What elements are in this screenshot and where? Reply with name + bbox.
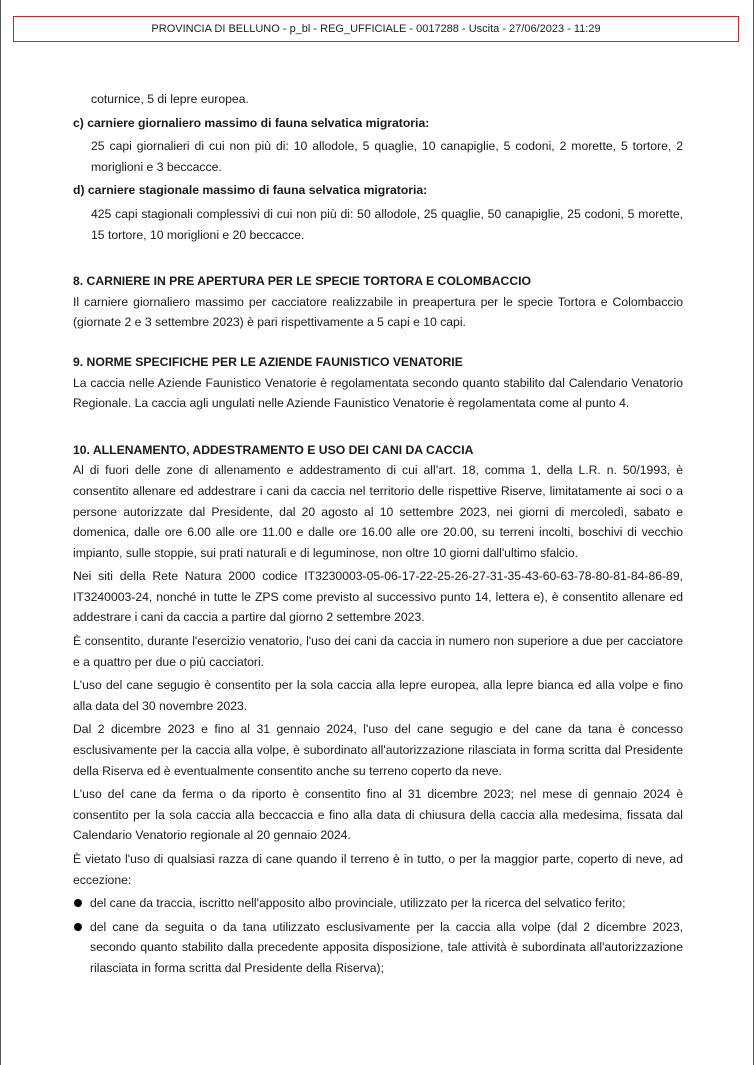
bullet-icon [74, 923, 82, 931]
item-c-heading: c) carniere giornaliero massimo di fauna selvatica migratoria: [73, 115, 430, 130]
list-item [73, 893, 683, 914]
section-10-paragraph: Nei siti della Rete Natura 2000 codice IT3230003-05-06-17-22-25-26-27-31-35-43-60-63-78-80-81-84-86-89, IT3240003-24, nonché in tutte le ZPS come previsto al successivo punto 14, lettera e), è consentito allenare ed addestrare i cani da caccia a partire dal giorno 2 settembre 2023. [73, 569, 683, 625]
section-9-text: La caccia nelle Aziende Faunistico Venatorie è regolamentata secondo quanto stabilito dal Calendario Venatorio Regionale. La caccia agli ungulati nelle Aziende Faunistico Venatorie è regolamentata come al punto 4. [73, 375, 683, 411]
section-10-paragraph: È vietato l'uso di qualsiasi razza di cane quando il terreno è in tutto, o per la maggior parte, coperto di neve, ad eccezione: [73, 852, 683, 887]
protocol-stamp: PROVINCIA DI BELLUNO - p_bl - REG_UFFICIALE - 0017288 - Uscita - 27/06/2023 - 11:29 [13, 16, 739, 42]
document-body [73, 89, 683, 982]
list-item-text: del cane da seguita o da tana utilizzato esclusivamente per la caccia alla volpe (dal 2 dicembre 2023, secondo quanto stabilito dalla precedente apposita disposizione, tale attività è subordinata all'autorizzazione rilasciata in forma scritta dal Presidente della Riserva); [90, 919, 683, 975]
section-10-paragraph: L'uso del cane da ferma o da riporto è consentito fino al 31 dicembre 2023; nel mese di gennaio 2024 è consentito per la sola caccia alla beccaccia e fino alla data di chiusura della caccia alla medesima, fissata dal Calendario Venatorio regionale al 20 gennaio 2024. [73, 787, 683, 843]
exception-list [73, 893, 683, 978]
bullet-icon [74, 899, 82, 907]
section-9-title: 9. NORME SPECIFICHE PER LE AZIENDE FAUNISTICO VENATORIE [73, 354, 463, 369]
item-d-heading: d) carniere stagionale massimo di fauna selvatica migratoria: [73, 183, 428, 198]
section-8-text: Il carniere giornaliero massimo per cacciatore realizzabile in preapertura per le specie Tortora e Colombaccio (giornate 2 e 3 settembre 2023) è pari rispettivamente a 5 capi e 10 capi. [73, 294, 683, 330]
list-item [73, 917, 683, 979]
section-10-title: 10. ALLENAMENTO, ADDESTRAMENTO E USO DEI CANI DA CACCIA [73, 442, 474, 457]
list-item-text: del cane da traccia, iscritto nell'apposito albo provinciale, utilizzato per la ricerca del selvatico ferito; [90, 896, 626, 911]
item-c-text: 25 capi giornalieri di cui non più di: 10 allodole, 5 quaglie, 10 canapiglie, 5 codoni, 2 morette, 5 tortore, 2 moriglioni e 3 beccacce. [91, 139, 683, 174]
section-10-paragraph: È consentito, durante l'esercizio venatorio, l'uso dei cani da caccia in numero non superiore a due per cacciatore e a quattro per due o più cacciatori. [73, 634, 683, 669]
section-10-paragraph: L'uso del cane segugio è consentito per la sola caccia alla lepre europea, alla lepre bianca ed alla volpe e fino alla data del 30 novembre 2023. [73, 678, 683, 713]
section-8-title: 8. CARNIERE IN PRE APERTURA PER LE SPECIE TORTORA E COLOMBACCIO [73, 274, 531, 289]
section-10-paragraph: Al di fuori delle zone di allenamento e addestramento di cui all’art. 18, comma 1, della L.R. n. 50/1993, è consentito allenare ed addestrare i cani da caccia nel territorio delle rispettive Riserve, limitatamente ai soci o a persone autorizzate dal Presidente, dal 20 agosto al 10 settembre 2023, nei giorni di mercoledì, sabato e domenica, dalle ore 6.00 alle ore 11.00 e dalle ore 16.00 alle ore 20.00, su terreni incolti, boschivi di vecchio impianto, sulle stoppie, sui prati naturali e di leguminose, non oltre 10 giorni dall'ultimo sfalcio. [73, 463, 683, 560]
section-10-paragraph: Dal 2 dicembre 2023 e fino al 31 gennaio 2024, l'uso del cane segugio e del cane da tana è concesso esclusivamente per la caccia alla volpe, è subordinato all'autorizzazione rilasciata in forma scritta dal Presidente della Riserva ed è eventualmente consentito anche su terreno coperto da neve. [73, 722, 683, 778]
page-left-edge [0, 0, 1, 1065]
item-d-text: 425 capi stagionali complessivi di cui non più di: 50 allodole, 25 quaglie, 50 canapiglie, 25 codoni, 5 morette, 15 tortore, 10 moriglioni e 20 beccacce. [91, 206, 683, 242]
continuation-text: coturnice, 5 di lepre europea. [91, 92, 249, 106]
